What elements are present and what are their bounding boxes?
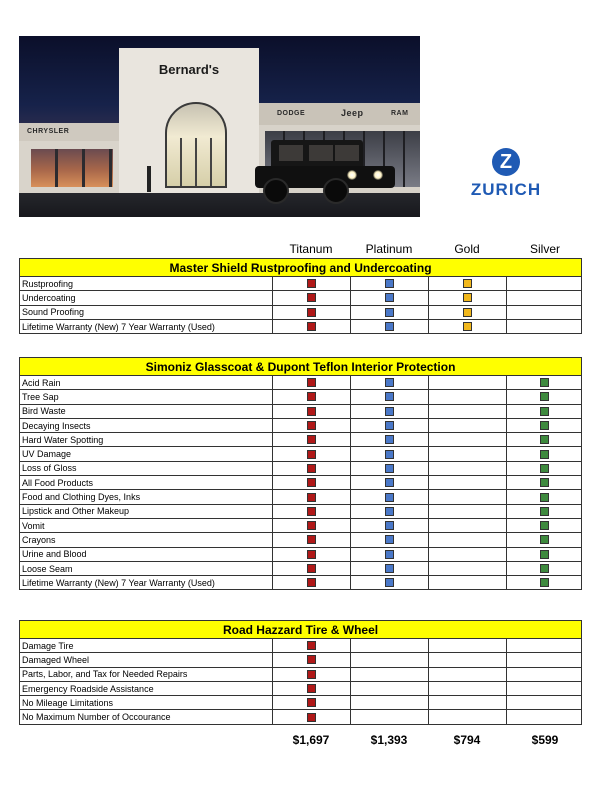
included-square-icon [307, 378, 316, 387]
included-square-icon [385, 493, 394, 502]
table-row [20, 547, 582, 561]
feature-label: Crayons [20, 533, 273, 547]
table-row [20, 667, 582, 681]
section-header-row [20, 259, 582, 277]
tier-cell-titanum [273, 667, 351, 681]
tier-cell-gold [429, 533, 507, 547]
tier-cell-gold [429, 696, 507, 710]
tier-cell-gold [429, 461, 507, 475]
included-square-icon [307, 641, 316, 650]
included-square-icon [540, 564, 549, 573]
tier-cell-gold [429, 390, 507, 404]
tier-cell-titanum [273, 710, 351, 724]
table-row [20, 653, 582, 667]
included-square-icon [385, 521, 394, 530]
tier-cell-titanum [273, 547, 351, 561]
tier-cell-titanum [273, 433, 351, 447]
tier-cell-gold [429, 476, 507, 490]
feature-label: Lifetime Warranty (New) 7 Year Warranty (Used) [20, 576, 273, 590]
feature-label: Emergency Roadside Assistance [20, 681, 273, 695]
included-square-icon [385, 578, 394, 587]
tier-cell-silver [507, 305, 582, 319]
included-square-icon [385, 535, 394, 544]
tier-cell-platinum [351, 576, 429, 590]
included-square-icon [385, 478, 394, 487]
included-square-icon [463, 308, 472, 317]
brand-sign-jeep: Jeep [341, 108, 364, 118]
tier-cell-gold [429, 667, 507, 681]
tier-header-platinum: Platinum [365, 242, 413, 256]
feature-label: Damage Tire [20, 639, 273, 653]
tier-cell-gold [429, 576, 507, 590]
table-row [20, 291, 582, 305]
tier-cell-silver [507, 504, 582, 518]
tier-cell-platinum [351, 667, 429, 681]
tier-cell-silver [507, 710, 582, 724]
tier-cell-silver [507, 291, 582, 305]
section-rustproofing-table [19, 258, 582, 334]
included-square-icon [307, 407, 316, 416]
table-row [20, 710, 582, 724]
feature-label: Urine and Blood [20, 547, 273, 561]
tier-cell-silver [507, 533, 582, 547]
tier-cell-titanum [273, 461, 351, 475]
tier-cell-titanum [273, 490, 351, 504]
tier-cell-silver [507, 376, 582, 390]
table-row [20, 696, 582, 710]
feature-label: No Maximum Number of Occourance [20, 710, 273, 724]
included-square-icon [385, 564, 394, 573]
tier-cell-platinum [351, 404, 429, 418]
included-square-icon [463, 293, 472, 302]
zurich-wordmark: ZURICH [470, 180, 542, 199]
tier-cell-titanum [273, 476, 351, 490]
tier-cell-silver [507, 561, 582, 575]
feature-label: Acid Rain [20, 376, 273, 390]
tier-cell-platinum [351, 390, 429, 404]
included-square-icon [307, 308, 316, 317]
included-square-icon [540, 478, 549, 487]
tier-cell-titanum [273, 653, 351, 667]
tier-cell-silver [507, 319, 582, 333]
included-square-icon [385, 279, 394, 288]
tier-cell-silver [507, 547, 582, 561]
tier-cell-silver [507, 667, 582, 681]
tier-cell-gold [429, 547, 507, 561]
tier-cell-silver [507, 404, 582, 418]
tier-cell-titanum [273, 319, 351, 333]
table-row [20, 561, 582, 575]
tier-header-gold: Gold [454, 242, 480, 256]
dealership-photo [19, 36, 420, 217]
table-row [20, 490, 582, 504]
included-square-icon [540, 550, 549, 559]
included-square-icon [307, 521, 316, 530]
included-square-icon [307, 550, 316, 559]
feature-label: Parts, Labor, and Tax for Needed Repairs [20, 667, 273, 681]
tier-cell-gold [429, 447, 507, 461]
tier-cell-gold [429, 319, 507, 333]
included-square-icon [385, 435, 394, 444]
feature-label: Undercoating [20, 291, 273, 305]
included-square-icon [540, 578, 549, 587]
included-square-icon [307, 293, 316, 302]
arched-entrance [165, 102, 227, 188]
table-row [20, 404, 582, 418]
table-row [20, 504, 582, 518]
tier-cell-platinum [351, 447, 429, 461]
tier-cell-titanum [273, 418, 351, 432]
section-road-hazard-table [19, 620, 582, 725]
tier-cell-platinum [351, 319, 429, 333]
feature-label: Rustproofing [20, 277, 273, 291]
included-square-icon [540, 421, 549, 430]
tier-cell-platinum [351, 710, 429, 724]
tier-cell-gold [429, 404, 507, 418]
tier-cell-silver [507, 518, 582, 532]
zurich-z-icon: Z [492, 148, 520, 176]
table-row [20, 433, 582, 447]
tier-cell-platinum [351, 681, 429, 695]
feature-label: Decaying Insects [20, 418, 273, 432]
included-square-icon [385, 392, 394, 401]
tier-cell-gold [429, 277, 507, 291]
tier-header-titanum: Titanum [289, 242, 333, 256]
tier-cell-silver [507, 576, 582, 590]
included-square-icon [307, 493, 316, 502]
included-square-icon [307, 684, 316, 693]
included-square-icon [307, 322, 316, 331]
tier-cell-titanum [273, 639, 351, 653]
jeep-vehicle [255, 140, 395, 196]
included-square-icon [540, 392, 549, 401]
price-silver: $599 [531, 733, 559, 747]
included-square-icon [307, 392, 316, 401]
tier-cell-platinum [351, 653, 429, 667]
included-square-icon [385, 507, 394, 516]
light-bollard [147, 166, 151, 192]
table-row [20, 376, 582, 390]
included-square-icon [540, 378, 549, 387]
tier-cell-platinum [351, 476, 429, 490]
tier-cell-titanum [273, 277, 351, 291]
included-square-icon [385, 293, 394, 302]
section-header-row [20, 358, 582, 376]
tier-cell-gold [429, 433, 507, 447]
tier-cell-gold [429, 376, 507, 390]
included-square-icon [307, 698, 316, 707]
included-square-icon [385, 308, 394, 317]
table-row [20, 418, 582, 432]
included-square-icon [463, 322, 472, 331]
included-square-icon [540, 450, 549, 459]
zurich-logo [464, 148, 548, 200]
feature-label: Lifetime Warranty (New) 7 Year Warranty (Used) [20, 319, 273, 333]
included-square-icon [385, 450, 394, 459]
feature-label: Food and Clothing Dyes, Inks [20, 490, 273, 504]
table-row [20, 277, 582, 291]
tier-cell-gold [429, 490, 507, 504]
tier-cell-titanum [273, 504, 351, 518]
included-square-icon [307, 655, 316, 664]
tier-cell-gold [429, 504, 507, 518]
feature-label: Damaged Wheel [20, 653, 273, 667]
tier-cell-platinum [351, 504, 429, 518]
tier-cell-titanum [273, 533, 351, 547]
feature-label: All Food Products [20, 476, 273, 490]
tier-cell-gold [429, 518, 507, 532]
section-glasscoat-table [19, 357, 582, 590]
included-square-icon [307, 450, 316, 459]
feature-label: Hard Water Spotting [20, 433, 273, 447]
section-title: Simoniz Glasscoat & Dupont Teflon Interior Protection [20, 358, 582, 376]
tier-cell-titanum [273, 447, 351, 461]
feature-label: UV Damage [20, 447, 273, 461]
tier-cell-silver [507, 653, 582, 667]
included-square-icon [540, 464, 549, 473]
table-row [20, 639, 582, 653]
included-square-icon [463, 279, 472, 288]
tier-cell-platinum [351, 518, 429, 532]
tier-cell-silver [507, 433, 582, 447]
included-square-icon [540, 435, 549, 444]
tier-cell-titanum [273, 518, 351, 532]
table-row [20, 518, 582, 532]
tier-cell-silver [507, 418, 582, 432]
tier-cell-titanum [273, 376, 351, 390]
tier-cell-silver [507, 461, 582, 475]
table-row [20, 447, 582, 461]
tier-cell-silver [507, 476, 582, 490]
tier-cell-platinum [351, 696, 429, 710]
table-row [20, 533, 582, 547]
included-square-icon [385, 322, 394, 331]
included-square-icon [540, 521, 549, 530]
included-square-icon [307, 421, 316, 430]
price-titanum: $1,697 [292, 733, 330, 747]
tier-cell-titanum [273, 696, 351, 710]
included-square-icon [307, 464, 316, 473]
tier-cell-silver [507, 490, 582, 504]
table-row [20, 681, 582, 695]
tier-cell-titanum [273, 561, 351, 575]
table-row [20, 390, 582, 404]
price-gold: $794 [453, 733, 481, 747]
table-row [20, 305, 582, 319]
table-row [20, 476, 582, 490]
table-row [20, 461, 582, 475]
included-square-icon [540, 407, 549, 416]
tier-cell-platinum [351, 277, 429, 291]
tier-cell-gold [429, 710, 507, 724]
tier-cell-titanum [273, 404, 351, 418]
tier-cell-silver [507, 447, 582, 461]
tier-cell-gold [429, 681, 507, 695]
included-square-icon [540, 507, 549, 516]
included-square-icon [385, 464, 394, 473]
tier-cell-platinum [351, 533, 429, 547]
included-square-icon [540, 535, 549, 544]
feature-label: Vomit [20, 518, 273, 532]
tier-cell-gold [429, 653, 507, 667]
price-platinum: $1,393 [370, 733, 408, 747]
tier-cell-titanum [273, 576, 351, 590]
table-row [20, 319, 582, 333]
included-square-icon [385, 421, 394, 430]
brand-sign-chrysler: CHRYSLER [27, 128, 70, 135]
included-square-icon [307, 564, 316, 573]
tier-cell-titanum [273, 291, 351, 305]
tier-cell-platinum [351, 433, 429, 447]
included-square-icon [307, 279, 316, 288]
included-square-icon [540, 493, 549, 502]
tier-cell-gold [429, 418, 507, 432]
tier-cell-silver [507, 696, 582, 710]
feature-label: Sound Proofing [20, 305, 273, 319]
tier-cell-titanum [273, 390, 351, 404]
tier-cell-platinum [351, 418, 429, 432]
included-square-icon [385, 407, 394, 416]
tier-cell-platinum [351, 561, 429, 575]
tier-cell-platinum [351, 461, 429, 475]
tier-cell-gold [429, 291, 507, 305]
included-square-icon [307, 578, 316, 587]
table-row [20, 576, 582, 590]
feature-label: No Mileage Limitations [20, 696, 273, 710]
tier-cell-gold [429, 639, 507, 653]
tier-cell-platinum [351, 490, 429, 504]
included-square-icon [385, 550, 394, 559]
brand-sign-ram: RAM [391, 110, 409, 117]
tier-cell-titanum [273, 305, 351, 319]
tier-cell-silver [507, 639, 582, 653]
tier-cell-gold [429, 561, 507, 575]
feature-label: Bird Waste [20, 404, 273, 418]
section-title: Master Shield Rustproofing and Undercoating [20, 259, 582, 277]
brand-sign-dodge: DODGE [277, 110, 306, 117]
section-header-row [20, 621, 582, 639]
included-square-icon [307, 507, 316, 516]
feature-label: Lipstick and Other Makeup [20, 504, 273, 518]
section-title: Road Hazzard Tire & Wheel [20, 621, 582, 639]
included-square-icon [307, 713, 316, 722]
tier-cell-platinum [351, 305, 429, 319]
included-square-icon [307, 670, 316, 679]
included-square-icon [307, 535, 316, 544]
tier-cell-platinum [351, 639, 429, 653]
tier-cell-gold [429, 305, 507, 319]
tier-cell-platinum [351, 291, 429, 305]
tier-header-silver: Silver [529, 242, 560, 256]
tier-cell-silver [507, 277, 582, 291]
tier-cell-platinum [351, 547, 429, 561]
feature-label: Loose Seam [20, 561, 273, 575]
tier-cell-titanum [273, 681, 351, 695]
building-sign: Bernard's [158, 62, 220, 77]
included-square-icon [385, 378, 394, 387]
included-square-icon [307, 478, 316, 487]
tier-cell-platinum [351, 376, 429, 390]
feature-label: Loss of Gloss [20, 461, 273, 475]
tier-cell-silver [507, 681, 582, 695]
tier-cell-silver [507, 390, 582, 404]
included-square-icon [307, 435, 316, 444]
feature-label: Tree Sap [20, 390, 273, 404]
